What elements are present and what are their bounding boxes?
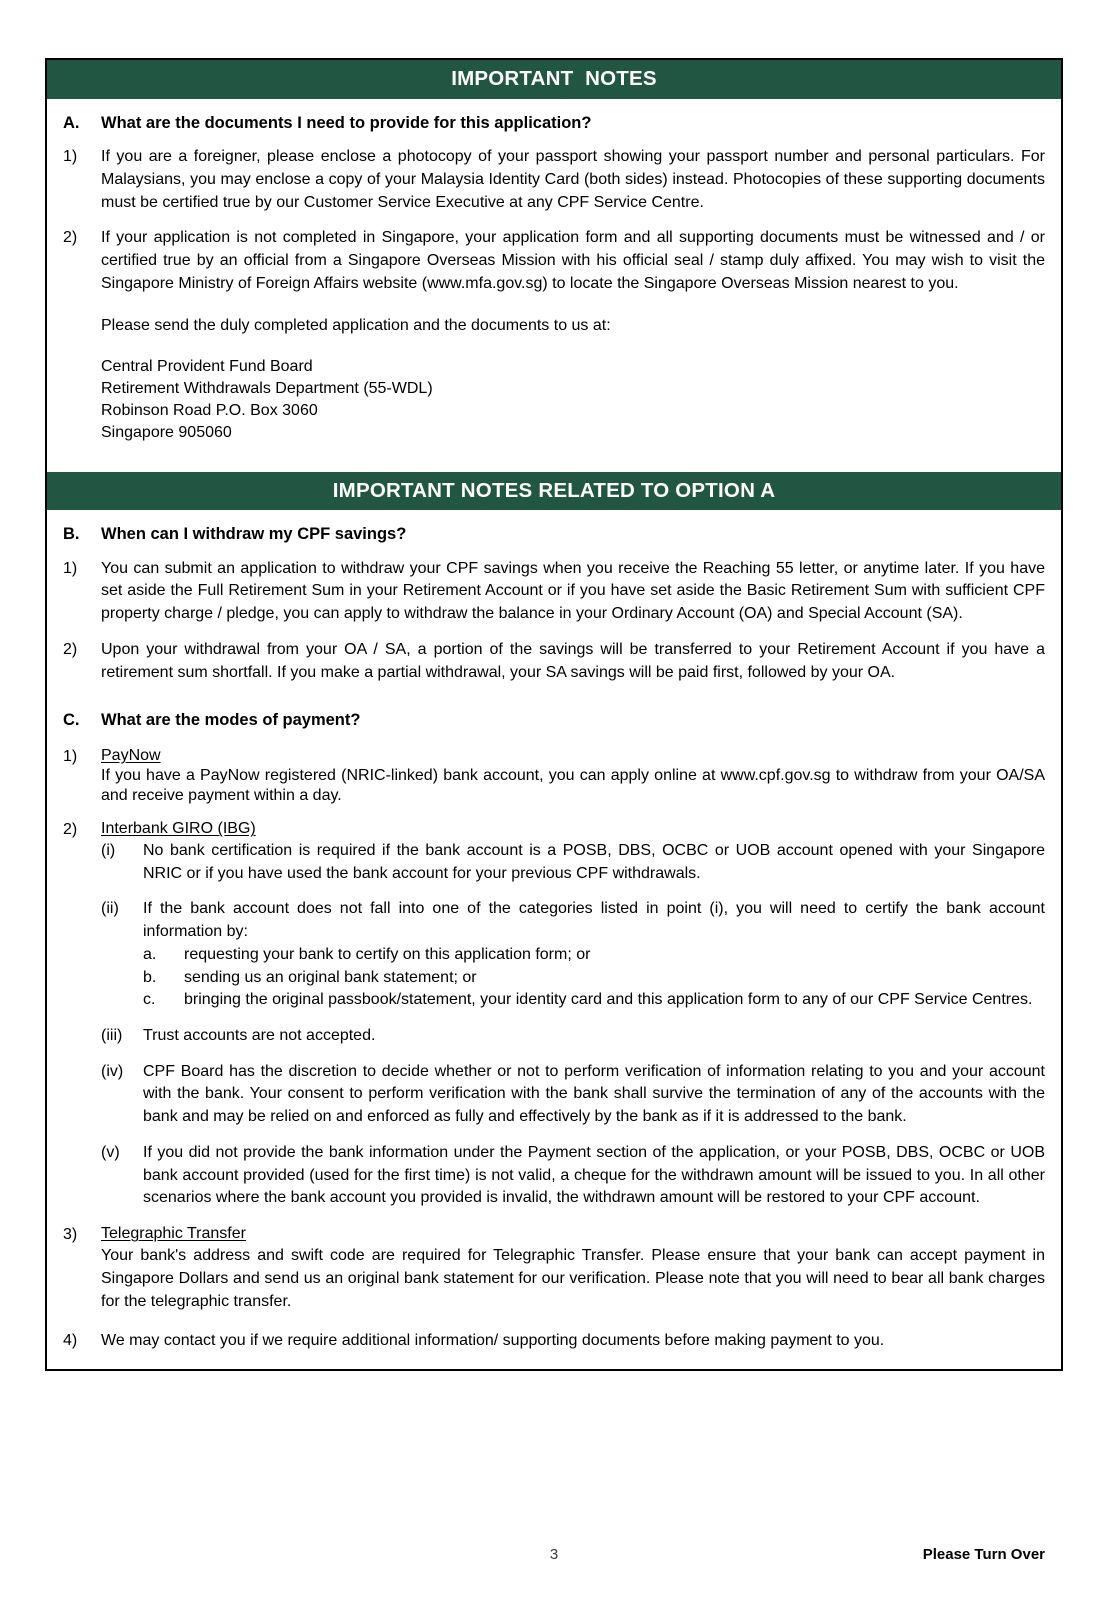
section-c-item-1-marker: 1) xyxy=(63,747,78,765)
section-b-item-2 xyxy=(63,639,1045,684)
ibg-sub-ii-text: If the bank account does not fall into one of the categories listed in point (i), you will need to certify the bank account information by: xyxy=(143,900,1045,941)
section-c-heading-text: What are the modes of payment? xyxy=(101,711,361,730)
section-b-item-2-content xyxy=(101,639,1045,684)
section-a-item-1 xyxy=(63,146,1045,214)
section-c-item-2-ibg xyxy=(63,819,1045,1210)
section-c-item-3-telegraphic xyxy=(63,1224,1045,1313)
section-c-marker: C. xyxy=(63,711,80,730)
section-c-item-4 xyxy=(63,1330,1045,1353)
address-line-4: Singapore 905060 xyxy=(101,424,232,442)
section-b-heading-text: When can I withdraw my CPF savings? xyxy=(101,525,407,544)
section-c-item-1-paynow xyxy=(63,746,1045,806)
ibg-sub-i-marker: (i) xyxy=(101,842,116,859)
section-a-heading-text: What are the documents I need to provide for this application? xyxy=(101,113,592,132)
paynow-title: PayNow xyxy=(101,746,161,764)
ibg-letter-b-text: sending us an original bank statement; or xyxy=(184,968,477,986)
ibg-letter-b-marker: b. xyxy=(143,968,157,986)
ibg-sub-v-text: If you did not provide the bank information under the Payment section of the application, or your POSB, DBS, OCBC or UOB bank account provided (used for the first time) is not valid, a cheque for the withdrawn amount will be issued to you. In all other scenarios where the bank account you provided is invalid, the withdrawn amount will be restored to your CPF account. xyxy=(143,1143,1045,1207)
ibg-sublist xyxy=(101,840,1045,1210)
section-c-item-3-marker: 3) xyxy=(63,1226,78,1244)
section-b-item-1-marker: 1) xyxy=(63,559,78,577)
banner-important-notes: IMPORTANT NOTES xyxy=(47,60,1061,99)
ibg-sub-v-marker: (v) xyxy=(101,1143,120,1161)
ibg-sub-v xyxy=(101,1142,1045,1210)
section-c-item-4-marker: 4) xyxy=(63,1332,78,1350)
address-line-1: Central Provident Fund Board xyxy=(101,358,313,376)
section-a-marker: A. xyxy=(63,113,80,132)
page-footer xyxy=(45,1546,1063,1570)
ibg-letter-c-text: bringing the original passbook/statement, your identity card and this application form to any of our CPF Service Centres. xyxy=(184,991,1033,1009)
ibg-sub-iv-text: CPF Board has the discretion to decide whether or not to perform verification of information relating to you and your account with the bank. Your consent to perform verification with the bank shall survive the termination of any of the accounts with the bank and may be relied on and enforced as fully and effectively by the bank as if it is addressed to the bank. xyxy=(143,1062,1045,1126)
ibg-sub-iv-marker: (iv) xyxy=(101,1062,124,1080)
section-a-item-1-marker: 1) xyxy=(63,148,78,166)
ibg-sub-ii-marker: (ii) xyxy=(101,900,119,918)
ibg-letter-c-marker: c. xyxy=(143,991,156,1009)
send-documents-line: Please send the duly completed application and the documents to us at: xyxy=(101,316,611,334)
ibg-sub-iii-marker: (iii) xyxy=(101,1027,123,1045)
section-a-item-2-text: If your application is not completed in Singapore, your application form and all supporting documents must be witnessed and / or certified true by an official from a Singapore Overseas Mission with his official seal / stamp duly affixed. You may wish to visit the Singapore Ministry of Foreign Affairs website (www.mfa.gov.sg) to locate the Singapore Overseas Mission nearest to you. xyxy=(101,229,1045,292)
section-c-heading xyxy=(63,710,1045,731)
address-line-3: Robinson Road P.O. Box 3060 xyxy=(101,402,318,420)
important-notes-box xyxy=(45,58,1063,1371)
section-c-item-2-content xyxy=(101,819,1045,1210)
ibg-sub-ii xyxy=(101,898,1045,1012)
section-b-item-1-text: You can submit an application to withdraw your CPF savings when you receive the Reaching 55 letter, or anytime later. If you have set aside the Full Retirement Sum in your Retirement Account or if you have set aside the Basic Retirement Sum with sufficient CPF property charge / pledge, you can apply to withdraw the balance in your Ordinary Account (OA) and Special Account (SA). xyxy=(101,559,1045,623)
ibg-letter-list xyxy=(143,944,1045,1012)
paynow-text: If you have a PayNow registered (NRIC-linked) bank account, you can apply online at www.cpf.gov.sg to withdraw from your OA/SA and receive payment within a day. xyxy=(101,767,1045,804)
section-bc-body xyxy=(47,510,1061,1369)
section-a-item-2-content xyxy=(101,227,1045,444)
ibg-letter-c xyxy=(143,989,1045,1012)
section-b-item-1-content xyxy=(101,558,1045,626)
telegraphic-text: Your bank's address and swift code are required for Telegraphic Transfer. Please ensure that your bank can accept payment in Singapore Dollars and send us an original bank statement for our verification. Please note that you will need to bear all bank charges for the telegraphic transfer. xyxy=(101,1247,1045,1310)
section-b-item-1 xyxy=(63,558,1045,626)
ibg-sub-iii xyxy=(101,1025,1045,1048)
banner-important-notes-option-a: IMPORTANT NOTES RELATED TO OPTION A xyxy=(47,472,1061,511)
ibg-sub-iv xyxy=(101,1061,1045,1129)
ibg-sub-i-text: No bank certification is required if the bank account is a POSB, DBS, OCBC or UOB account opened with your Singapore NRIC or if you have used the bank account for your previous CPF withdrawals. xyxy=(143,842,1045,882)
section-c-item-1-content xyxy=(101,746,1045,806)
ibg-title-wrap xyxy=(101,819,1045,840)
telegraphic-title-wrap xyxy=(101,1224,1045,1245)
section-a-item-2 xyxy=(63,227,1045,444)
section-c-item-4-text: We may contact you if we require additional information/ supporting documents before making payment to you. xyxy=(101,1332,885,1350)
section-b-item-2-text: Upon your withdrawal from your OA / SA, a portion of the savings will be transferred to your Retirement Account if you have a retirement sum shortfall. If you make a partial withdrawal, your SA savings will be paid first, followed by your OA. xyxy=(101,640,1045,681)
section-a-item-1-content xyxy=(101,146,1045,214)
ibg-title: Interbank GIRO (IBG) xyxy=(101,820,256,838)
turn-over-label: Please Turn Over xyxy=(922,1546,1045,1563)
ibg-letter-b xyxy=(143,967,1045,990)
section-a-item-2-marker: 2) xyxy=(63,229,78,247)
section-b-marker: B. xyxy=(63,525,80,544)
section-c-item-3-content xyxy=(101,1224,1045,1313)
telegraphic-title: Telegraphic Transfer xyxy=(101,1225,246,1243)
ibg-letter-a-text: requesting your bank to certify on this application form; or xyxy=(184,945,591,963)
section-c-item-2-marker: 2) xyxy=(63,821,78,839)
paynow-title-wrap xyxy=(101,746,1045,767)
section-a-heading xyxy=(63,113,1045,134)
ibg-sub-i xyxy=(101,840,1045,885)
address-line-2: Retirement Withdrawals Department (55-WDL) xyxy=(101,380,433,398)
section-a-item-1-text: If you are a foreigner, please enclose a photocopy of your passport showing your passport number and personal particulars. For Malaysians, you may enclose a copy of your Malaysia Identity Card (both sides) instead. Photocopies of these supporting documents must be certified true by our Customer Service Executive at any CPF Service Centre. xyxy=(101,148,1045,211)
ibg-sub-iii-text: Trust accounts are not accepted. xyxy=(143,1027,376,1045)
ibg-letter-a-marker: a. xyxy=(143,945,157,963)
section-c-item-4-content xyxy=(101,1330,1045,1353)
section-b-item-2-marker: 2) xyxy=(63,640,78,658)
ibg-letter-a xyxy=(143,944,1045,967)
page-number: 3 xyxy=(549,1546,559,1563)
ibg-sub-ii-content xyxy=(143,898,1045,1012)
section-b-heading xyxy=(63,524,1045,545)
section-a-body xyxy=(47,99,1061,472)
